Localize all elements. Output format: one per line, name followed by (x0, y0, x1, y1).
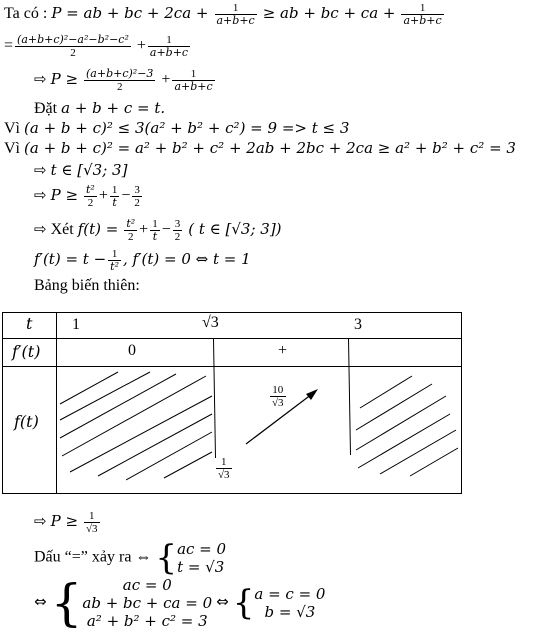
hatch-right (356, 376, 458, 476)
divider-sqrt3 (214, 339, 216, 459)
equiv-icon: ⇔ (34, 592, 47, 611)
table-sign-plus: + (278, 342, 288, 359)
expr-p-final: P ≥ (50, 512, 79, 531)
implies-arrow-icon: ⇨ (34, 220, 47, 239)
frac-t-sq: $\frac{\text{(a+b+c)²−3}}{2}$ (86, 67, 154, 93)
label-dau-bang: Dấu “=” xảy ra ⇔ (34, 548, 152, 566)
frac-1-t-b: $\frac{1}{t}$ (152, 218, 158, 243)
frac-1-over-abc-3: $\frac{1}{a+b+c}$ (149, 34, 189, 59)
line-14 (34, 576, 325, 630)
frac-1-over-abc-2: $\frac{1}{a+b+c}$ (403, 2, 442, 27)
label-vi-2: Vì (4, 140, 24, 157)
table-x-1: 1 (72, 316, 80, 333)
implies-arrow-icon: ⇨ (34, 512, 47, 531)
expr-substitution: a + b + c = t. (61, 99, 166, 117)
expr-derivative-zero: , f′(t) = 0 ⇔ t = 1 (123, 250, 251, 269)
divider-3 (349, 339, 351, 456)
table-header-t: t (26, 314, 33, 333)
expr-p-geq-2: P ≥ (50, 186, 79, 205)
eq-sign: = (4, 37, 14, 55)
frac-expanded: $\frac{\text{(a+b+c)²−a²−b²−c²}}{2}$ (17, 33, 129, 59)
brace-icon: { (232, 583, 255, 623)
expr-lower-bound: (a + b + c)² = a² + b² + c² + 2ab + 2bc + 2ca ≥ a² + b² + c² = 3 (24, 139, 516, 157)
frac-1-over-abc-4: $\frac{1}{a+b+c}$ (174, 68, 213, 93)
line-13 (34, 540, 226, 576)
table-value-min: $\frac{1}{√3}$ (218, 456, 230, 481)
table-value-max: $\frac{10}{√3}$ (272, 384, 284, 409)
table-x-sqrt3: √3 (202, 314, 219, 331)
equiv-icon: ⇔ (216, 592, 229, 611)
system-solution: a = c = 0 b = √3 (254, 585, 326, 621)
implies-arrow-icon: ⇨ (34, 161, 47, 179)
brace-icon: { (50, 574, 83, 632)
frac-t2-2-b: $\frac{\text{t²}}{2}$ (126, 217, 136, 243)
table-header-f: f(t) (14, 412, 39, 431)
table-header-fprime: f′(t) (12, 342, 41, 361)
system-conditions: ac = 0 ab + bc + ca = 0 a² + b² + c² = 3 (82, 576, 213, 630)
frac-1-t2: $\frac{1}{\text{t²}}$ (110, 248, 120, 273)
label-ta-co: Ta có : (4, 5, 52, 23)
expr-t-domain: t ∈ [√3; 3] (50, 161, 128, 179)
table-sign-zero: 0 (128, 342, 136, 359)
frac-3-2: $\frac{3}{2}$ (134, 184, 140, 209)
line-3: ⇨ P ≥ $\frac{\text{(a+b+c)²−3}}{2}$ + $\frac{1}{a+b+c}$ (34, 67, 213, 93)
expr-derivative: f′(t) = t − (34, 250, 107, 269)
frac-1-t: $\frac{1}{t}$ (111, 184, 118, 209)
expr-ineq: ≥ ab + bc + ca + (262, 4, 396, 23)
expr-f-def: f(t) = (77, 220, 119, 239)
line-2: = $\frac{\text{(a+b+c)²−a²−b²−c²}}{2}$ + $\frac{1}{a+b+c}$ (4, 33, 189, 59)
frac-1-over-abc: $\frac{1}{a+b+c}$ (216, 2, 255, 27)
frac-1-sqrt3: $\frac{1}{√3}$ (86, 510, 98, 535)
label-bang-bien-thien: Bảng biến thiên: (34, 277, 140, 294)
label-dat: Đặt (34, 100, 62, 117)
expr-p-geq: P ≥ (50, 70, 79, 89)
expr-upper-bound: (a + b + c)² ≤ 3(a² + b² + c²) = 9 => t ≤ 3 (24, 119, 350, 137)
frac-3-2-b: $\frac{3}{2}$ (174, 218, 181, 243)
line-12 (34, 510, 102, 535)
expr-p-def: P = ab + bc + 2ca + (51, 4, 209, 23)
line-9: ⇨ Xét f(t) = $\frac{\text{t²}}{2}$ + $\frac{1}{t}$ − $\frac{3}{2}$ ( t ∈ [√3; 3]) (34, 217, 282, 243)
brace-icon: { (155, 538, 178, 578)
hatch-left (60, 372, 212, 480)
implies-arrow-icon: ⇨ (34, 186, 47, 205)
frac-t2-2: $\frac{\text{t²}}{2}$ (86, 183, 95, 209)
expr-f-domain: ( t ∈ [√3; 3]) (188, 220, 282, 239)
implies-arrow-icon: ⇨ (34, 70, 47, 89)
label-vi: Vì (4, 120, 24, 137)
table-x-3: 3 (354, 316, 362, 333)
label-xet: Xét (50, 221, 78, 239)
system-equality: ac = 0 t = √3 (177, 540, 227, 576)
line-8: ⇨ P ≥ $\frac{\text{t²}}{2}$ + $\frac{1}{t}$ − $\frac{3}{2}$ (34, 183, 140, 209)
